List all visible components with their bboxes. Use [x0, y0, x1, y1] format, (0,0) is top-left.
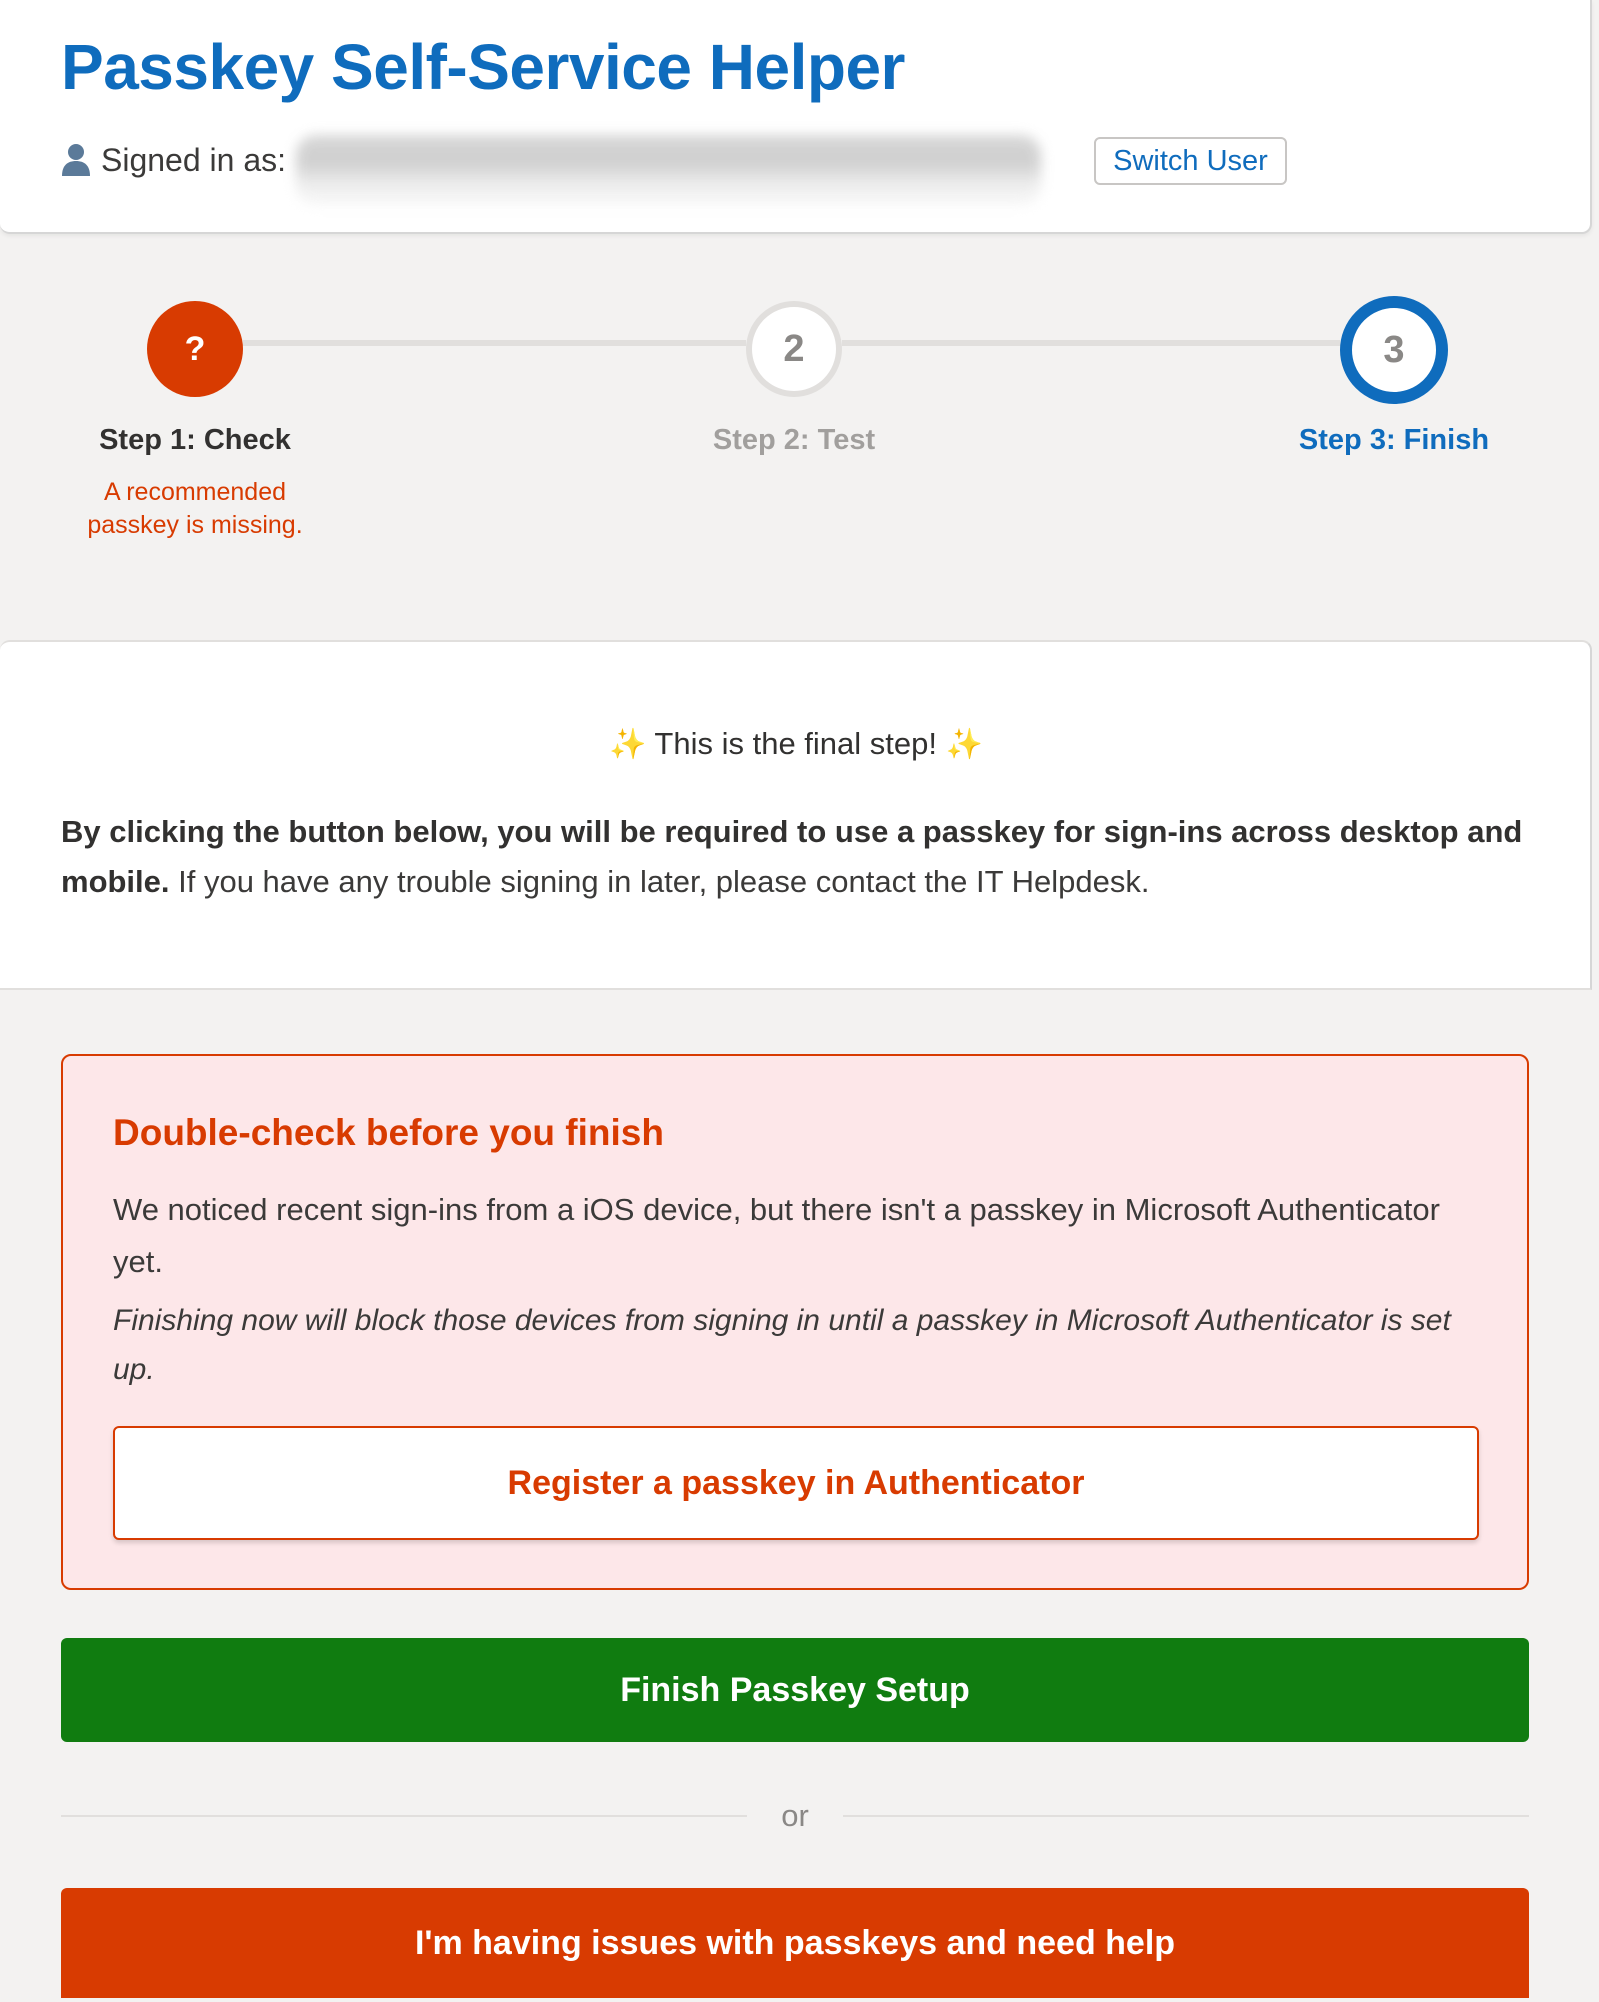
step-2-circle [746, 301, 842, 397]
page-title: Passkey Self-Service Helper [61, 31, 905, 103]
user-icon [61, 143, 91, 177]
info-bold-text: By clicking the button below, you will be required to use a passkey for sign-ins across desktop and mobile. [61, 814, 1523, 899]
header-card [0, 0, 1592, 234]
warning-text: We noticed recent sign-ins from a iOS device, but there isn't a passkey in Microsoft Authenticator yet. [113, 1192, 1440, 1279]
finish-passkey-setup-button[interactable]: Finish Passkey Setup [61, 1638, 1529, 1742]
step-1-question-icon: ? [184, 329, 206, 368]
final-step-text: This is the final step! [654, 726, 937, 761]
step-1-circle [147, 301, 243, 397]
step-1-description: A recommended passkey is missing. [87, 478, 303, 539]
warning-italic-text: Finishing now will block those devices from signing in until a passkey in Microsoft Authenticator is set up. [113, 1304, 1451, 1386]
need-help-button[interactable]: I'm having issues with passkeys and need help [61, 1888, 1529, 1998]
or-label: or [781, 1798, 809, 1833]
register-passkey-button[interactable]: Register a passkey in Authenticator [113, 1426, 1479, 1540]
step-3-circle [1340, 296, 1448, 404]
warning-title: Double-check before you finish [113, 1112, 664, 1153]
step-2-number: 2 [783, 327, 805, 370]
signed-in-label: Signed in as: [101, 141, 287, 178]
signed-in-row [61, 138, 1041, 182]
info-normal-text: If you have any trouble signing in later, please contact the IT Helpdesk. [169, 864, 1150, 899]
stepper-track-1 [243, 340, 746, 346]
info-text [61, 807, 1561, 907]
final-step-message [0, 726, 1592, 762]
stepper-track-2 [842, 340, 1340, 346]
step-3-label: Step 3: Finish [1298, 424, 1490, 456]
info-card [0, 640, 1592, 990]
warning-box [61, 1054, 1529, 1590]
step-3-number: 3 [1383, 328, 1405, 371]
sparkle-icon: ✨ [945, 728, 983, 761]
step-1-label: Step 1: Check [99, 424, 291, 456]
sparkle-icon: ✨ [609, 728, 647, 761]
redacted-email [296, 135, 1041, 205]
or-divider [61, 1796, 1529, 1836]
step-2-label: Step 2: Test [712, 424, 876, 456]
switch-user-button[interactable]: Switch User [1094, 137, 1287, 185]
